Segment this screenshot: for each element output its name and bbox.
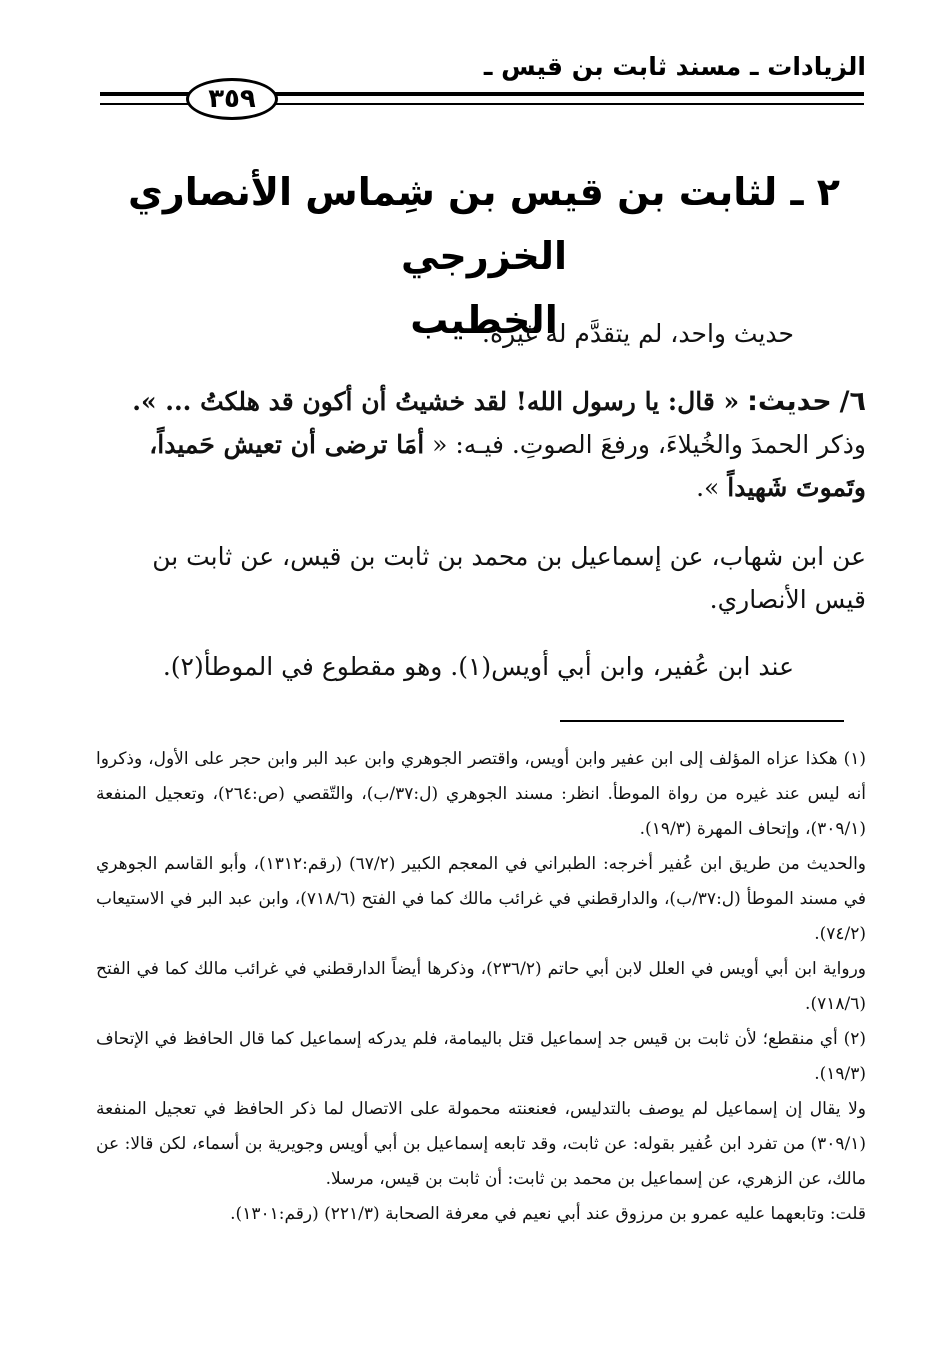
hadith-paragraph	[106, 380, 866, 509]
footnote-1: (١) هكذا عزاه المؤلف إلى ابن عفير وابن أويس، واقتصر الجوهري وابن عبد البر وابن حجر على الأول، وذكروا أنه ليس عند غيره من رواة الموطأ. انظر: مسند الجوهري (ل:٣٧/ب)، والتّقصي (ص:٢٦٤)، وتعجيل المنفعة (٣٠٩/١)، وإتحاف المهرة (١٩/٣).	[96, 749, 867, 839]
hadith-number: ٦/	[839, 386, 866, 417]
footnote-2-cont-a: ولا يقال إن إسماعيل لم يوصف بالتدليس، فعنعنته محمولة على الاتصال لما ذكر الحافظ في تعجيل المنفعة (٣٠٩/١) من تفرد ابن عُفير بقوله: عن ثابت، وقد تابعه إسماعيل بن أبي أويس وجويرية بن أسماء، لكن قالا: عن مالك، عن الزهري، عن إسماعيل بن محمد بن ثابت: أن ثابت بن قيس، مرسلا.	[96, 1099, 866, 1189]
hadith-end: ».	[696, 473, 720, 502]
hadith-answer: أمَا ترضى أن تعيش حَميداً، وتَموتَ شَهيداً	[149, 430, 866, 502]
running-header: الزيادات ـ مسند ثابت بن قيس ـ	[483, 52, 866, 81]
footnote-1-cont-a: والحديث من طريق ابن عُفير أخرجه: الطبراني في المعجم الكبير (٦٧/٢) (رقم:١٣١٢)، وأبو القاسم الجوهري في مسند الموطأ (ل:٣٧/ب)، والدارقطني في غرائب مالك كما في الفتح (٧١٨/٦)، وابن عبد البر في الاستيعاب (٧٤/٢).	[96, 854, 867, 944]
footnote-2-cont-b: قلت: وتابعهما عليه عمرو بن مرزوق عند أبي نعيم في معرفة الصحابة (٢٢١/٣) (رقم:١٣٠١).	[230, 1204, 866, 1224]
source-paragraph: عند ابن عُفير، وابن أبي أويس(١). وهو مقطوع في الموطأ(٢).	[162, 652, 794, 681]
page-number-badge: ٣٥٩	[186, 78, 278, 120]
hadith-quote: « قال: يا رسول الله! لقد خشيتُ أن أكون قد هلكتُ ... ».	[132, 387, 740, 416]
footnotes	[96, 742, 866, 1232]
footnote-2: (٢) أي منقطع؛ لأن ثابت بن قيس جد إسماعيل قتل باليمامة، فلم يدركه إسماعيل كما قال الحافظ في الإتحاف (١٩/٣).	[96, 1029, 866, 1084]
intro-paragraph: حديث واحد، لم يتقدَّم له غيره.	[482, 319, 794, 348]
hadith-label: حديث:	[747, 386, 832, 417]
footnote-1-cont-b: ورواية ابن أبي أويس في العلل لابن أبي حاتم (٢٣٦/٢)، وذكرها أيضاً الدارقطني في غرائب مالك كما في الفتح (٧١٨/٦).	[96, 959, 867, 1014]
chapter-title-line1: ٢ ـ لثابت بن قيس بن شِماس الأنصاري الخزرجي	[128, 170, 840, 278]
isnad-paragraph: عن ابن شهاب، عن إسماعيل بن محمد بن ثابت بن قيس، عن ثابت بن قيس الأنصاري.	[152, 542, 866, 614]
chapter-title-line2: الخطيب	[410, 298, 558, 342]
hadith-mention: وذكر الحمدَ والخُيلاءَ، ورفعَ الصوتِ. فيـه: «	[432, 430, 866, 459]
footnote-separator	[560, 720, 844, 722]
